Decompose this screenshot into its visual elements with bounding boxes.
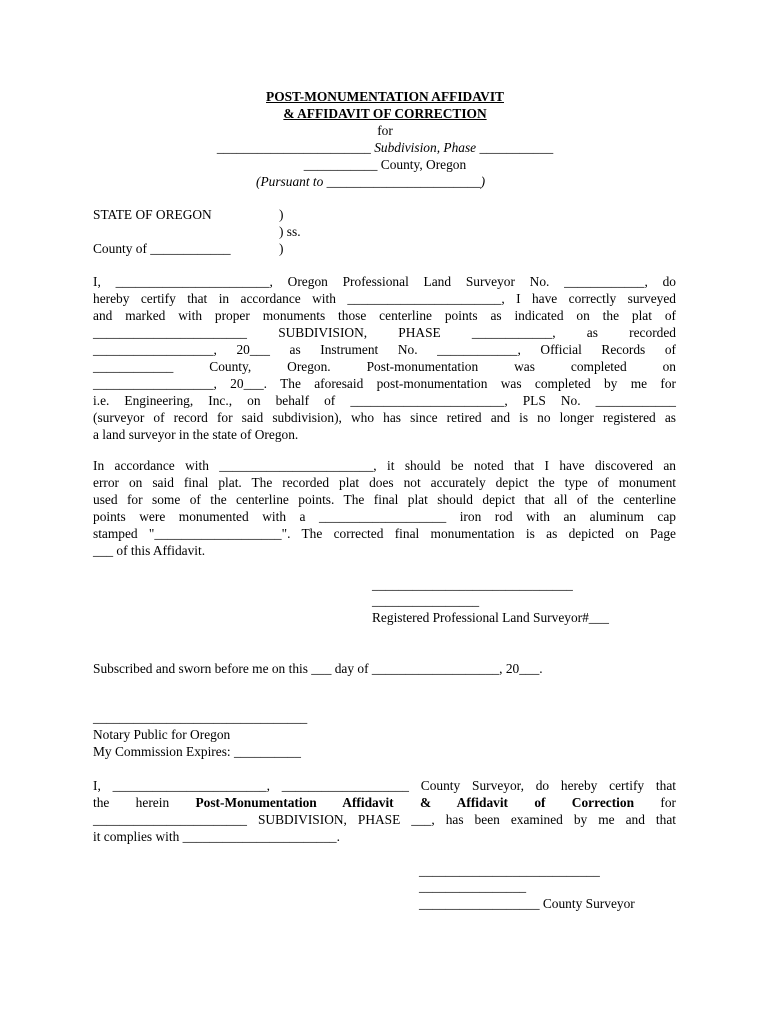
para1-line: and marked with proper monuments those centerline points as indicated on the plat of xyxy=(93,308,676,323)
para3-line-2 xyxy=(93,794,676,811)
title-county-line: ___________ County, Oregon xyxy=(303,157,467,172)
title-subdivision-line xyxy=(0,139,770,156)
para1-line: a land surveyor in the state of Oregon. xyxy=(93,427,299,442)
para1-line: i.e. Engineering, Inc., on behalf of _______________________, PLS No. ____________ xyxy=(93,393,676,408)
title-line-1: POST-MONUMENTATION AFFIDAVIT xyxy=(266,89,504,104)
surveyor-signature-label: Registered Professional Land Surveyor#___ xyxy=(372,610,609,625)
venue-paren-1: ) xyxy=(279,207,284,222)
title-line-2: & AFFIDAVIT OF CORRECTION xyxy=(283,106,487,121)
venue-ss: ) ss. xyxy=(279,224,301,239)
notary-label: Notary Public for Oregon xyxy=(93,727,231,742)
phase-blank: ___________ xyxy=(479,140,554,155)
para1-line: _______________________ SUBDIVISION, PHASE ____________, as recorded xyxy=(93,325,676,340)
certification-paragraph xyxy=(93,273,676,443)
surveyor-signature-line-2: ________________ xyxy=(372,593,480,608)
para1-line: ____________ County, Oregon. Post-monumentation was completed on xyxy=(93,359,676,374)
subdivision-phase-label: Subdivision, Phase xyxy=(374,140,477,155)
para2-line: stamped "___________________". The corrected final monumentation is as depicted on Page xyxy=(93,526,676,541)
para2-line: points were monumented with a ___________________ iron rod with an aluminum cap xyxy=(93,509,676,524)
para2-line: ___ of this Affidavit. xyxy=(93,543,206,558)
surveyor-signature-line: ______________________________ xyxy=(372,577,573,592)
para1-line: __________________, 20___. The aforesaid post-monumentation was completed by me for xyxy=(93,376,676,391)
para3-for: for xyxy=(660,795,676,810)
para3-line: _______________________ SUBDIVISION, PHASE ___, has been examined by me and that xyxy=(93,812,676,827)
county-surveyor-signature-line-2: ________________ xyxy=(419,879,527,894)
subdivision-blank: _______________________ xyxy=(216,140,371,155)
venue-state: STATE OF OREGON xyxy=(93,207,212,222)
para2-line: In accordance with _______________________, it should be noted that I have discovered an xyxy=(93,458,676,473)
para1-line: (surveyor of record for said subdivision), who has since retired and is no longer registered as xyxy=(93,410,676,425)
notary-commission-expires: My Commission Expires: __________ xyxy=(93,744,301,759)
venue-county: County of ____________ xyxy=(93,241,231,256)
affidavit-title-ref: Post-Monumentation Affidavit & Affidavit of Correction xyxy=(195,795,635,810)
notary-signature-line: ________________________________ xyxy=(93,710,308,725)
county-surveyor-paragraph xyxy=(93,777,676,845)
title-for: for xyxy=(377,123,393,138)
para1-line: hereby certify that in accordance with _______________________, I have correctly surveyed xyxy=(93,291,676,306)
para3-line: it complies with _______________________. xyxy=(93,829,340,844)
para3-herein: the herein xyxy=(93,795,170,810)
para1-line: I, _______________________, Oregon Professional Land Surveyor No. ____________, do xyxy=(93,274,676,289)
para2-line: error on said final plat. The recorded plat does not accurately depict the type of monument xyxy=(93,475,676,490)
county-surveyor-signature-line: ___________________________ xyxy=(419,863,600,878)
para1-line: __________________, 20___ as Instrument No. ____________, Official Records of xyxy=(93,342,676,357)
correction-paragraph xyxy=(93,457,676,559)
para2-line: used for some of the centerline points. The final plat should depict that all of the centerline xyxy=(93,492,676,507)
venue-paren-3: ) xyxy=(279,241,284,256)
title-pursuant: (Pursuant to _______________________) xyxy=(256,174,486,189)
para3-line: I, _______________________, ___________________ County Surveyor, do hereby certify that xyxy=(93,778,676,793)
county-surveyor-label: __________________ County Surveyor xyxy=(419,896,635,911)
sworn-statement: Subscribed and sworn before me on this ___ day of ___________________, 20___. xyxy=(93,661,543,676)
